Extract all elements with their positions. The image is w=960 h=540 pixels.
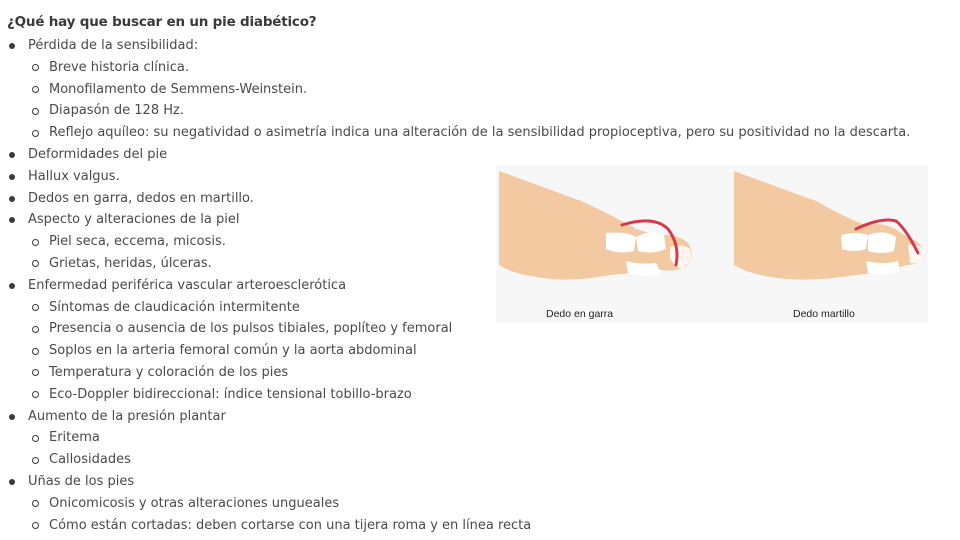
list-item — [0, 144, 910, 166]
list-item-text: Temperatura y coloración de los pies — [49, 364, 289, 380]
list-item-text: Diapasón de 128 Hz. — [49, 103, 184, 119]
list-item — [0, 35, 910, 57]
list-item-text: Hallux valgus. — [28, 168, 120, 184]
bullet-circle — [32, 239, 39, 246]
bullet-dot — [9, 174, 15, 180]
toe-bones-right — [841, 233, 868, 251]
list-item-text: Enfermedad periférica vascular arteroesclerótica — [28, 277, 347, 293]
sub-list-item — [0, 340, 910, 362]
sub-list-item — [0, 493, 910, 515]
list-item-text: Breve historia clínica. — [49, 59, 189, 75]
list-item-text: Grietas, heridas, úlceras. — [49, 255, 212, 271]
toe-bones-right-2 — [868, 232, 896, 253]
bullet-circle — [32, 435, 39, 442]
sub-list-item — [0, 362, 910, 384]
bullet-dot — [9, 43, 15, 49]
list-item-text: Onicomicosis y otras alteraciones ungueales — [49, 495, 340, 511]
sub-list-item — [0, 100, 910, 122]
caption-hammer-toe: Dedo martillo — [793, 308, 855, 320]
list-item-text: Presencia o ausencia de los pulsos tibiales, poplíteo y femoral — [49, 321, 453, 337]
bullet-circle — [32, 108, 39, 115]
toe-deformity-figure — [496, 165, 928, 323]
list-item-text: Dedos en garra, dedos en martillo. — [28, 190, 254, 206]
sub-list-item — [0, 384, 910, 406]
bullet-circle — [32, 86, 39, 93]
list-item — [0, 406, 910, 428]
bullet-dot — [9, 152, 15, 158]
bullet-dot — [9, 283, 15, 289]
bullet-circle — [32, 64, 39, 71]
list-item-text: Aspecto y alteraciones de la piel — [28, 212, 240, 228]
sub-list-item — [0, 57, 910, 79]
list-item-text: Piel seca, eccema, micosis. — [49, 234, 226, 250]
bullet-circle — [32, 260, 39, 267]
bullet-dot — [9, 479, 15, 485]
bullet-circle — [32, 348, 39, 355]
sub-list-item — [0, 79, 910, 101]
list-item-text: Reflejo aquíleo: su negatividad o asimetría indica una alteración de la sensibilidad propioceptiva, pero su positividad no la descarta. — [49, 125, 911, 141]
bullet-dot — [9, 414, 15, 420]
list-item-text: Aumento de la presión plantar — [28, 408, 226, 424]
bullet-circle — [32, 391, 39, 398]
list-item-text: Monofilamento de Semmens-Weinstein. — [49, 81, 308, 97]
list-item-text: Uñas de los pies — [28, 473, 135, 489]
sub-list-item — [0, 515, 910, 537]
hammer-toe-illustration — [734, 171, 926, 280]
bullet-circle — [32, 369, 39, 376]
bullet-dot — [9, 217, 15, 223]
bullet-circle — [32, 304, 39, 311]
list-item-text: Pérdida de la sensibilidad: — [28, 38, 199, 53]
toe-bones-left — [606, 233, 636, 253]
list-item-text: Callosidades — [49, 452, 131, 468]
sub-list-item — [0, 427, 910, 449]
list-item-text: Soplos en la arteria femoral común y la aorta abdominal — [49, 343, 417, 359]
bullet-circle — [32, 500, 39, 507]
list-item-text: Síntomas de claudicación intermitente — [49, 299, 300, 315]
list-item-text: Cómo están cortadas: deben cortarse con una tijera roma y en línea recta — [49, 517, 532, 533]
bullet-dot — [9, 196, 15, 202]
list-item-text: Eco-Doppler bidireccional: índice tensional tobillo-brazo — [49, 386, 412, 402]
toe-bones-left-2 — [636, 232, 666, 252]
claw-toe-illustration — [499, 171, 692, 280]
toe-illustrations — [496, 165, 928, 323]
bullet-circle — [32, 522, 39, 529]
bullet-circle — [32, 457, 39, 464]
bullet-circle — [32, 130, 39, 137]
caption-claw-toe: Dedo en garra — [546, 308, 614, 320]
list-item-text: Deformidades del pie — [28, 146, 168, 162]
sub-list-item — [0, 449, 910, 471]
list-item — [0, 471, 910, 493]
sub-list-item — [0, 122, 910, 144]
bullet-circle — [32, 326, 39, 333]
toe-nail-right — [866, 261, 900, 275]
list-item-text: Eritema — [49, 430, 100, 446]
page-title: ¿Qué hay que buscar en un pie diabético? — [7, 14, 317, 30]
